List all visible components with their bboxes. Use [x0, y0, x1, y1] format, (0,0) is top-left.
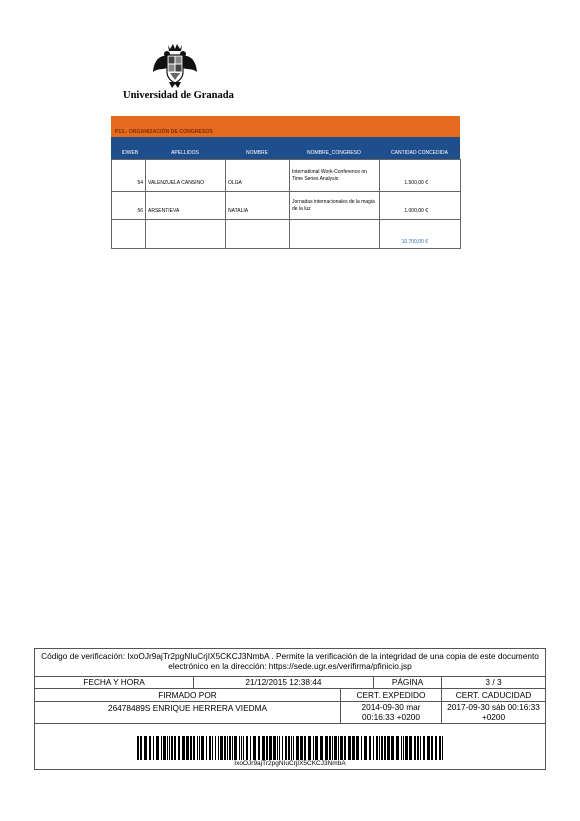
- firmado-por-label: FIRMADO POR: [158, 690, 217, 700]
- barcode-bar: [253, 736, 256, 760]
- verification-text: Código de verificación: IxoOJr9ajTr2pgNIuCrjIX5CKCJ3NmbA . Permite la verificación de la integridad de una copia de este documento electrónico en la dirección: https://sede.ugr.es/verifirma/pfinicio.jsp: [41, 651, 539, 671]
- barcode-bar: [182, 736, 185, 760]
- barcode-bar: [313, 736, 314, 760]
- barcode-bar: [334, 736, 337, 760]
- barcode-bar: [156, 736, 159, 760]
- barcode-bar: [224, 736, 226, 760]
- cert-expedido-label: CERT. EXPEDIDO: [340, 689, 441, 701]
- barcode-bar: [348, 736, 351, 760]
- barcode-bar: [190, 736, 192, 760]
- cell-cantidad: 1.500,00 €: [380, 160, 461, 192]
- barcode-bar: [250, 736, 251, 760]
- barcode-bar: [369, 736, 371, 760]
- barcode-bar: [174, 736, 176, 760]
- barcode-bar: [262, 736, 265, 760]
- barcode-bar: [140, 736, 142, 760]
- barcode-bar: [215, 736, 216, 760]
- fecha-hora-label: FECHA Y HORA: [83, 677, 145, 687]
- barcode-bar: [340, 736, 343, 760]
- barcode-bar: [420, 736, 421, 760]
- signature-verification-block: [34, 648, 546, 770]
- barcode-bar: [329, 736, 331, 760]
- signer-header-row: [35, 688, 545, 701]
- barcode-bar: [291, 736, 292, 760]
- cell-cantidad: 1.000,00 €: [380, 192, 461, 220]
- date-page-row: [35, 676, 545, 688]
- barcode-bar: [144, 736, 147, 760]
- barcode-bar: [163, 736, 166, 760]
- barcode-bar: [167, 736, 168, 760]
- barcode-bar: [401, 736, 402, 760]
- signer-value-row: [35, 701, 545, 723]
- barcode-row: [35, 723, 545, 769]
- barcode-bar: [169, 736, 170, 760]
- cell-apellidos: VALENZUELA CANSINO: [146, 160, 226, 192]
- barcode-bar: [405, 736, 408, 760]
- table-row: [112, 192, 461, 220]
- barcode-bar: [391, 736, 394, 760]
- cell-apellidos: ARSENTIEVA: [146, 192, 226, 220]
- cell-nombre: OLGA: [226, 160, 290, 192]
- barcode-bar: [431, 736, 433, 760]
- barcode-bar: [308, 736, 311, 760]
- barcode-bar: [435, 736, 437, 760]
- barcode-bar: [373, 736, 374, 760]
- barcode-bar: [241, 736, 242, 760]
- barcode-bar: [234, 736, 237, 760]
- cert-caducidad-value: 2017-09-30 sáb 00:16:33 +0200: [441, 702, 545, 723]
- barcode-bar: [171, 736, 173, 760]
- barcode-bar: [258, 736, 260, 760]
- table-row: [112, 160, 461, 192]
- barcode-bar: [206, 736, 207, 760]
- barcode-bar: [387, 736, 390, 760]
- barcode-bar: [218, 736, 219, 760]
- cell-congreso: Jornadas internacionales de la magia de la luz: [290, 192, 380, 220]
- barcode-bar: [232, 736, 233, 760]
- cert-caducidad-label: CERT. CADUCIDAD: [441, 689, 545, 701]
- barcode-bar: [193, 736, 195, 760]
- barcode-bar: [315, 736, 318, 760]
- university-name: Universidad de Granada: [123, 90, 234, 101]
- total-amount: 10.700,00 €: [380, 220, 461, 249]
- barcode-bar: [417, 736, 419, 760]
- pagina-value: 3 / 3: [441, 677, 545, 688]
- barcode-bar: [220, 736, 223, 760]
- cell-idweb: 54: [112, 160, 146, 192]
- barcode-bar: [197, 736, 198, 760]
- barcode-bar: [356, 736, 359, 760]
- barcode-bar: [364, 736, 367, 760]
- pagina-label: PÁGINA: [373, 677, 441, 688]
- barcode-bar: [227, 736, 228, 760]
- barcode-bar: [201, 736, 204, 760]
- column-header-cantidad: CANTIDAD CONCEDIDA: [391, 150, 448, 156]
- section-header-bar: [111, 116, 460, 137]
- barcode-bar: [403, 736, 404, 760]
- barcode-bar: [285, 736, 287, 760]
- barcode-code: IxoOJr9ajTr2pgNIuCrjIX5CKCJ3NmbA: [234, 760, 346, 767]
- barcode-bar: [338, 736, 339, 760]
- barcode-bar: [288, 736, 290, 760]
- barcode-bar: [320, 736, 323, 760]
- column-header-apellidos: APELLIDOS: [171, 150, 199, 156]
- firmante-name: 26478489S ENRIQUE HERRERA VIEDMA: [107, 703, 268, 713]
- barcode-bar: [352, 736, 355, 760]
- barcode-bar: [186, 736, 189, 760]
- barcode-bar: [439, 736, 441, 760]
- barcode-bar: [277, 736, 278, 760]
- barcode-bar: [304, 736, 306, 760]
- barcode-bar: [153, 736, 154, 760]
- barcode-bar: [239, 736, 240, 760]
- barcode-bar: [381, 736, 383, 760]
- barcode-bar: [273, 736, 276, 760]
- barcode-bar: [332, 736, 333, 760]
- barcode-bar: [379, 736, 380, 760]
- university-coat-of-arms-logo: [150, 42, 200, 90]
- barcode-bar: [279, 736, 280, 760]
- congress-table: [111, 159, 461, 249]
- cell-congreso: International Work-Conference on Time Series Analysis: [290, 160, 380, 192]
- barcode-bar: [269, 736, 272, 760]
- barcode-bar: [423, 736, 425, 760]
- barcode-bar: [414, 736, 416, 760]
- barcode-bar: [137, 736, 139, 760]
- barcode-bar: [396, 736, 399, 760]
- fecha-hora-value: 21/12/2015 12:38:44: [193, 677, 373, 688]
- barcode-bar: [344, 736, 346, 760]
- column-header-nombre: NOMBRE: [246, 150, 268, 156]
- barcode-bar: [209, 736, 211, 760]
- barcode-bar: [149, 736, 151, 760]
- column-header-idweb: IDWEB: [121, 150, 139, 156]
- column-header-bar: [111, 137, 460, 159]
- table-total-row: [112, 220, 461, 249]
- barcode-bar: [246, 736, 248, 760]
- barcode-bar: [161, 736, 162, 760]
- barcode-bar: [409, 736, 412, 760]
- barcode-bar: [427, 736, 430, 760]
- barcode-bar: [384, 736, 386, 760]
- barcode-bar: [282, 736, 283, 760]
- barcode-bar: [376, 736, 378, 760]
- barcode: [137, 736, 445, 760]
- barcode-bar: [199, 736, 200, 760]
- barcode-bar: [442, 736, 443, 760]
- barcode-bar: [325, 736, 328, 760]
- barcode-bar: [296, 736, 299, 760]
- cell-idweb: 56: [112, 192, 146, 220]
- barcode-bar: [229, 736, 231, 760]
- barcode-bar: [178, 736, 180, 760]
- barcode-bar: [266, 736, 268, 760]
- barcode-bar: [300, 736, 303, 760]
- barcode-bar: [212, 736, 213, 760]
- barcode-bar: [361, 736, 362, 760]
- barcode-bar: [243, 736, 244, 760]
- section-title: P13.- ORGANIZACIÓN DE CONGRESOS: [115, 129, 213, 135]
- barcode-bar: [293, 736, 294, 760]
- cert-expedido-value: 2014-09-30 mar 00:16:33 +0200: [340, 702, 441, 723]
- column-header-nombre-congreso: NOMBRE_CONGRESO: [307, 150, 361, 156]
- cell-nombre: NATALIA: [226, 192, 290, 220]
